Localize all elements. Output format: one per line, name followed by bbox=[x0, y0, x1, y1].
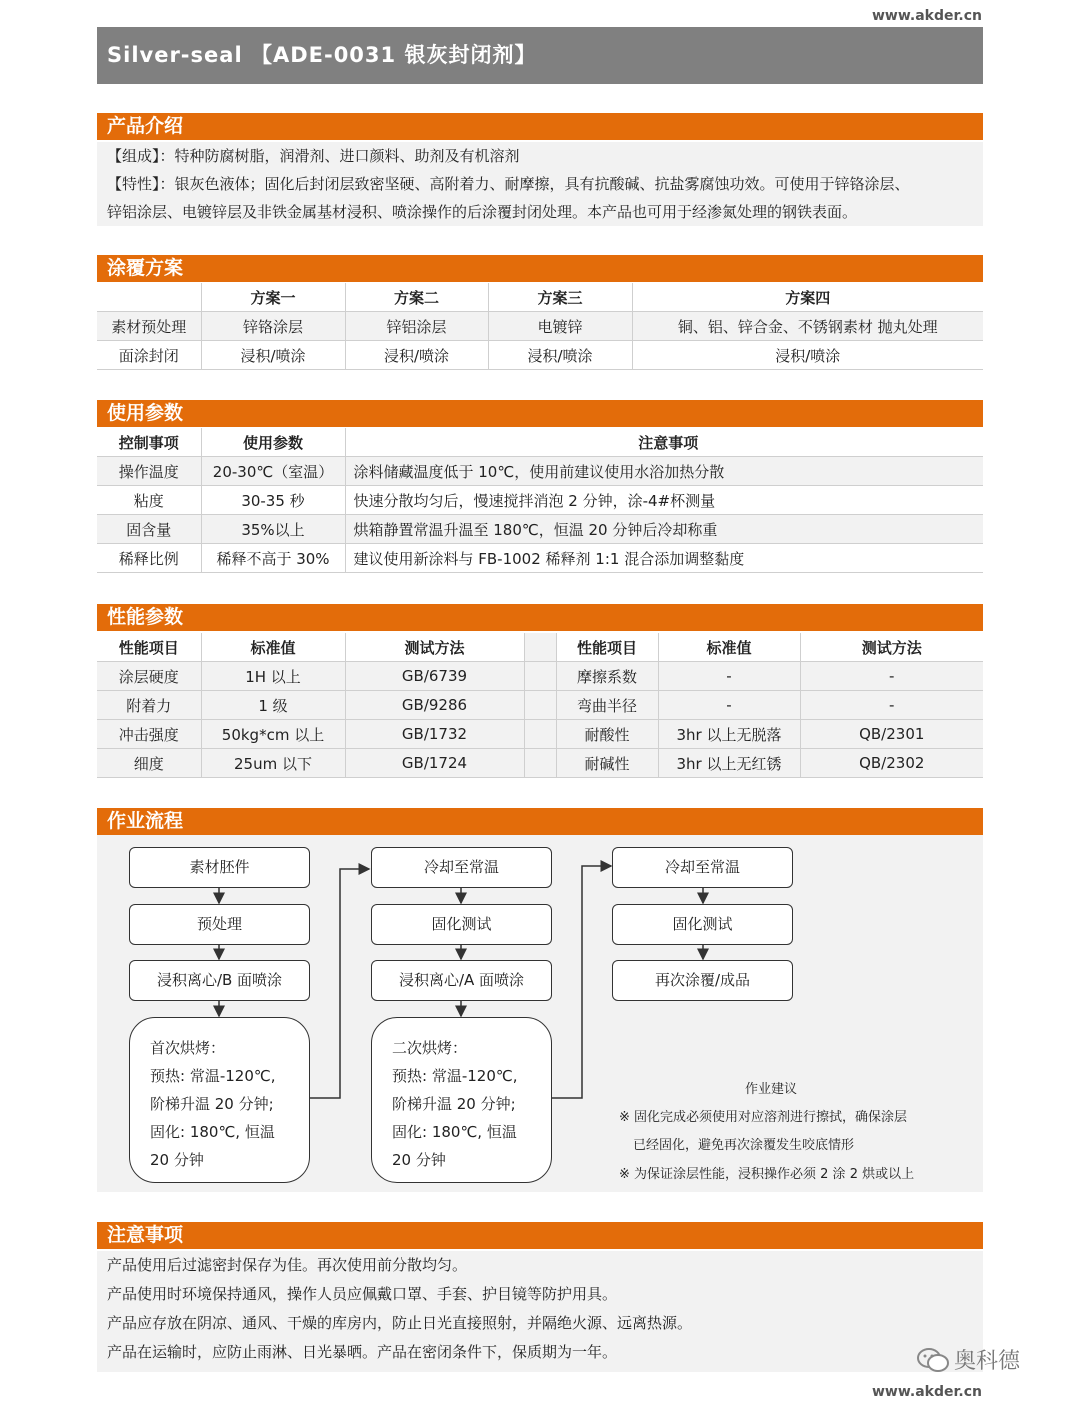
section-heading-usage: 使用参数 bbox=[97, 400, 983, 427]
perf-column-divider bbox=[524, 749, 556, 778]
flow-step-dip-a-side: 浸积离心/A 面喷涂 bbox=[371, 960, 552, 1001]
table-cell: 浸积/喷涂 bbox=[488, 341, 632, 370]
flow-step-dip-b-side: 浸积离心/B 面喷涂 bbox=[129, 960, 310, 1001]
perf-header-item: 性能项目 bbox=[97, 633, 201, 662]
flow-step-cool-1: 冷却至常温 bbox=[371, 847, 552, 888]
scheme-table bbox=[97, 283, 983, 370]
table-cell: 3hr 以上无脱落 bbox=[658, 720, 800, 749]
advice-title: 作业建议 bbox=[745, 1082, 798, 1097]
table-cell: 粘度 bbox=[97, 486, 201, 515]
table-cell: GB/1732 bbox=[345, 720, 524, 749]
table-cell: - bbox=[800, 691, 983, 720]
table-cell: 快速分散均匀后，慢速搅拌消泡 2 分钟，涂-4#杯测量 bbox=[345, 486, 983, 515]
scheme-header-1: 方案一 bbox=[201, 283, 345, 312]
flow-step-pretreatment: 预处理 bbox=[129, 904, 310, 945]
table-cell: 建议使用新涂料与 FB-1002 稀释剂 1:1 混合添加调整黏度 bbox=[345, 544, 983, 573]
flow-step-first-bake bbox=[129, 1017, 310, 1183]
perf-header-item-2: 性能项目 bbox=[556, 633, 658, 662]
note-line: 产品使用后过滤密封保存为佳。再次使用前分散均匀。 bbox=[107, 1256, 468, 1274]
table-cell: 铜、铝、锌合金、不锈钢素材 抛丸处理 bbox=[632, 312, 983, 341]
scheme-header-4: 方案四 bbox=[632, 283, 983, 312]
table-cell: GB/9286 bbox=[345, 691, 524, 720]
section-heading-notes: 注意事项 bbox=[97, 1222, 983, 1249]
bake-line: 阶梯升温 20 分钟; bbox=[392, 1095, 516, 1113]
table-cell: 耐酸性 bbox=[556, 720, 658, 749]
table-cell: 涂层硬度 bbox=[97, 662, 201, 691]
advice-line: 已经固化，避免再次涂覆发生咬底情形 bbox=[633, 1138, 855, 1153]
website-url-bottom: www.akder.cn bbox=[872, 1384, 982, 1400]
table-cell: 附着力 bbox=[97, 691, 201, 720]
table-cell: 摩擦系数 bbox=[556, 662, 658, 691]
table-cell: GB/6739 bbox=[345, 662, 524, 691]
table-cell: 耐碱性 bbox=[556, 749, 658, 778]
table-cell: 锌铬涂层 bbox=[201, 312, 345, 341]
table-cell: 35%以上 bbox=[201, 515, 345, 544]
table-cell: 浸积/喷涂 bbox=[345, 341, 488, 370]
advice-line: ※ 为保证涂层性能，浸积操作必须 2 涂 2 烘或以上 bbox=[619, 1167, 915, 1182]
table-cell: 20-30℃（室温） bbox=[201, 457, 345, 486]
flow-arrow bbox=[310, 869, 369, 1098]
table-cell: 稀释比例 bbox=[97, 544, 201, 573]
perf-header-method-2: 测试方法 bbox=[800, 633, 983, 662]
table-cell: 素材预处理 bbox=[97, 312, 201, 341]
notes-panel bbox=[97, 1251, 983, 1372]
table-row bbox=[97, 720, 983, 749]
performance-table bbox=[97, 633, 983, 778]
table-row bbox=[97, 691, 983, 720]
note-line: 产品在运输时，应防止雨淋、日光暴晒。产品在密闭条件下，保质期为一年。 bbox=[107, 1343, 618, 1361]
perf-column-divider bbox=[524, 633, 556, 662]
perf-header-method: 测试方法 bbox=[345, 633, 524, 662]
flow-step-cool-2: 冷却至常温 bbox=[612, 847, 793, 888]
flow-step-second-bake bbox=[371, 1017, 552, 1183]
table-cell: 烘箱静置常温升温至 180℃，恒温 20 分钟后冷却称重 bbox=[345, 515, 983, 544]
intro-composition: 【组成】：特种防腐树脂，润滑剂、进口颜料、助剂及有机溶剂 bbox=[107, 147, 520, 165]
table-cell: 操作温度 bbox=[97, 457, 201, 486]
bake-line: 预热: 常温-120℃, bbox=[392, 1067, 518, 1085]
wechat-icon bbox=[916, 1346, 950, 1374]
table-cell: 电镀锌 bbox=[488, 312, 632, 341]
table-cell: QB/2302 bbox=[800, 749, 983, 778]
usage-header-item: 控制事项 bbox=[97, 428, 201, 457]
scheme-header-3: 方案三 bbox=[488, 283, 632, 312]
perf-column-divider bbox=[524, 720, 556, 749]
perf-header-standard: 标准值 bbox=[201, 633, 345, 662]
table-row bbox=[97, 312, 983, 341]
section-heading-flow: 作业流程 bbox=[97, 808, 983, 835]
intro-features: 【特性】：银灰色液体；固化后封闭层致密坚硬、高附着力、耐摩擦，具有抗酸碱、抗盐雾腐蚀功效。可使用于锌铬涂层、 bbox=[107, 175, 910, 193]
watermark-brand: 奥科德 bbox=[954, 1349, 1021, 1374]
note-line: 产品使用时环境保持通风，操作人员应佩戴口罩、手套、护目镜等防护用具。 bbox=[107, 1285, 618, 1303]
section-heading-intro: 产品介绍 bbox=[97, 113, 983, 140]
intro-features-cont: 锌铝涂层、电镀锌层及非铁金属基材浸积、喷涂操作的后涂覆封闭处理。本产品也可用于经渗氮处理的钢铁表面。 bbox=[107, 203, 858, 221]
table-cell: - bbox=[658, 662, 800, 691]
bake-line: 20 分钟 bbox=[150, 1151, 204, 1169]
table-cell: - bbox=[658, 691, 800, 720]
scheme-header-2: 方案二 bbox=[345, 283, 488, 312]
table-cell: 稀释不高于 30% bbox=[201, 544, 345, 573]
table-cell: 1 级 bbox=[201, 691, 345, 720]
table-cell: - bbox=[800, 662, 983, 691]
table-cell: 3hr 以上无红锈 bbox=[658, 749, 800, 778]
table-cell: GB/1724 bbox=[345, 749, 524, 778]
website-url-top: www.akder.cn bbox=[872, 8, 982, 24]
bake-line: 预热: 常温-120℃, bbox=[150, 1067, 276, 1085]
bake-line: 固化: 180℃, 恒温 bbox=[392, 1123, 517, 1141]
section-heading-scheme: 涂覆方案 bbox=[97, 255, 983, 282]
bake-line: 二次烘烤： bbox=[392, 1039, 468, 1057]
table-cell: 浸积/喷涂 bbox=[632, 341, 983, 370]
watermark bbox=[916, 1344, 1020, 1375]
table-cell: 50kg*cm 以上 bbox=[201, 720, 345, 749]
flow-arrow bbox=[552, 866, 611, 1098]
bake-line: 20 分钟 bbox=[392, 1151, 446, 1169]
table-row bbox=[97, 515, 983, 544]
flow-step-raw-part: 素材胚件 bbox=[129, 847, 310, 888]
flow-step-recoat-finish: 再次涂覆/成品 bbox=[612, 960, 793, 1001]
usage-header-param: 使用参数 bbox=[201, 428, 345, 457]
table-cell: 浸积/喷涂 bbox=[201, 341, 345, 370]
table-cell: 冲击强度 bbox=[97, 720, 201, 749]
perf-column-divider bbox=[524, 691, 556, 720]
perf-column-divider bbox=[524, 662, 556, 691]
note-line: 产品应存放在阴凉、通风、干燥的库房内，防止日光直接照射，并隔绝火源、远离热源。 bbox=[107, 1314, 693, 1332]
table-row bbox=[97, 749, 983, 778]
table-cell: 30-35 秒 bbox=[201, 486, 345, 515]
table-cell: 锌铝涂层 bbox=[345, 312, 488, 341]
document-title: Silver-seal 【ADE-0031 银灰封闭剂】 bbox=[97, 27, 983, 84]
scheme-header-blank bbox=[97, 283, 201, 312]
table-cell: 25um 以下 bbox=[201, 749, 345, 778]
usage-table bbox=[97, 428, 983, 573]
table-cell: 固含量 bbox=[97, 515, 201, 544]
table-cell: 弯曲半径 bbox=[556, 691, 658, 720]
table-row bbox=[97, 341, 983, 370]
table-cell: 细度 bbox=[97, 749, 201, 778]
section-heading-performance: 性能参数 bbox=[97, 604, 983, 631]
table-cell: 1H 以上 bbox=[201, 662, 345, 691]
bake-line: 首次烘烤： bbox=[150, 1039, 226, 1057]
advice-line: ※ 固化完成必须使用对应溶剂进行擦拭，确保涂层 bbox=[619, 1110, 908, 1125]
bake-line: 阶梯升温 20 分钟; bbox=[150, 1095, 274, 1113]
table-row bbox=[97, 544, 983, 573]
flow-step-cure-test-2: 固化测试 bbox=[612, 904, 793, 945]
table-cell: QB/2301 bbox=[800, 720, 983, 749]
flow-step-cure-test-1: 固化测试 bbox=[371, 904, 552, 945]
table-row bbox=[97, 662, 983, 691]
intro-panel bbox=[97, 142, 983, 226]
table-row bbox=[97, 486, 983, 515]
table-cell: 面涂封闭 bbox=[97, 341, 201, 370]
process-flow-panel bbox=[97, 835, 983, 1192]
table-row bbox=[97, 457, 983, 486]
bake-line: 固化: 180℃, 恒温 bbox=[150, 1123, 275, 1141]
table-cell: 涂料储藏温度低于 10℃，使用前建议使用水浴加热分散 bbox=[345, 457, 983, 486]
perf-header-standard-2: 标准值 bbox=[658, 633, 800, 662]
usage-header-note: 注意事项 bbox=[345, 428, 983, 457]
